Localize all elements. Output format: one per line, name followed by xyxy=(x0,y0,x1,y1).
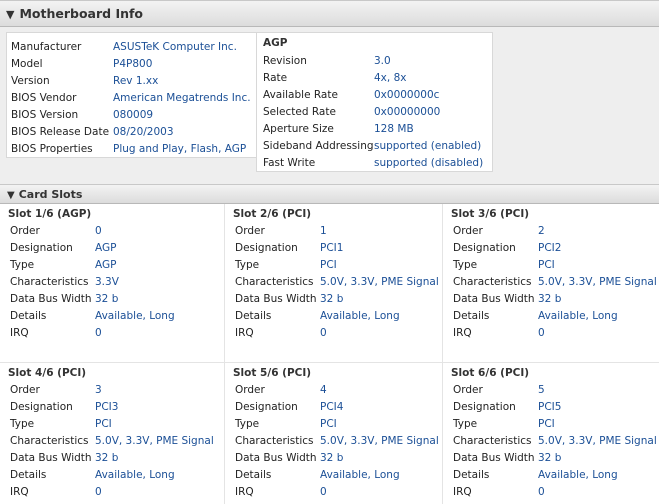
row-value: PCI5 xyxy=(538,401,562,413)
row-value: Rev 1.xx xyxy=(113,75,159,87)
row-key: Order xyxy=(453,225,483,237)
row-value: ASUSTeK Computer Inc. xyxy=(113,41,237,53)
row-key: Designation xyxy=(10,401,73,413)
info-row xyxy=(0,325,224,342)
row-value: PCI2 xyxy=(538,242,562,254)
row-value: PCI xyxy=(95,418,112,430)
row-value: 3.0 xyxy=(374,55,391,67)
row-key: Details xyxy=(10,469,47,481)
info-row xyxy=(225,416,442,433)
row-value: 32 b xyxy=(538,293,562,305)
card-slot-1 xyxy=(0,204,224,362)
info-row xyxy=(0,274,224,291)
row-value: 08/20/2003 xyxy=(113,126,174,138)
info-row xyxy=(443,257,659,274)
card-slots-pane xyxy=(0,204,659,504)
row-value: 0 xyxy=(95,327,102,339)
row-value: 5.0V, 3.3V, PME Signal xyxy=(320,435,439,447)
row-value: 4x, 8x xyxy=(374,72,407,84)
info-row xyxy=(257,155,492,172)
row-value: 5.0V, 3.3V, PME Signal xyxy=(538,276,657,288)
row-value: 2 xyxy=(538,225,545,237)
row-key: Designation xyxy=(235,401,298,413)
row-value: 0 xyxy=(538,327,545,339)
row-value: supported (enabled) xyxy=(374,140,482,152)
row-value: 5 xyxy=(538,384,545,396)
info-row xyxy=(443,382,659,399)
info-row xyxy=(443,291,659,308)
row-key: Details xyxy=(453,310,490,322)
info-row xyxy=(7,39,256,56)
row-key: IRQ xyxy=(453,327,472,339)
info-row xyxy=(257,53,492,70)
row-key: Type xyxy=(10,418,35,430)
info-row xyxy=(0,416,224,433)
row-value: Available, Long xyxy=(320,310,400,322)
row-value: 3.3V xyxy=(95,276,119,288)
row-key: Details xyxy=(235,469,272,481)
info-row xyxy=(225,433,442,450)
row-key: Order xyxy=(235,225,265,237)
row-key: Designation xyxy=(10,242,73,254)
info-row xyxy=(257,104,492,121)
row-value: 32 b xyxy=(95,452,119,464)
row-key: Data Bus Width xyxy=(235,452,317,464)
row-key: BIOS Vendor xyxy=(11,92,77,104)
slot-title: Slot 4/6 (PCI) xyxy=(8,367,87,379)
row-key: IRQ xyxy=(235,486,254,498)
row-value: 5.0V, 3.3V, PME Signal xyxy=(95,435,214,447)
info-row xyxy=(443,467,659,484)
slot-title: Slot 6/6 (PCI) xyxy=(451,367,530,379)
info-row xyxy=(443,240,659,257)
card-slot-2 xyxy=(225,204,442,362)
info-row xyxy=(225,291,442,308)
row-key: Designation xyxy=(453,242,516,254)
row-key: Version xyxy=(11,75,50,87)
row-key: Data Bus Width xyxy=(453,293,535,305)
row-value: Available, Long xyxy=(538,310,618,322)
row-value: PCI4 xyxy=(320,401,344,413)
info-row xyxy=(443,308,659,325)
row-key: Characteristics xyxy=(10,276,89,288)
row-key: Data Bus Width xyxy=(10,452,92,464)
agp-card xyxy=(256,32,493,172)
slot-title: Slot 3/6 (PCI) xyxy=(451,208,530,220)
info-row xyxy=(0,291,224,308)
row-key: Order xyxy=(10,225,40,237)
row-value: 5.0V, 3.3V, PME Signal xyxy=(320,276,439,288)
info-row xyxy=(7,124,256,141)
card-slot-4 xyxy=(0,363,224,504)
row-value: PCI xyxy=(538,418,555,430)
row-key: IRQ xyxy=(453,486,472,498)
info-row xyxy=(225,274,442,291)
row-value: 32 b xyxy=(320,452,344,464)
row-value: Available, Long xyxy=(95,469,175,481)
row-value: PCI3 xyxy=(95,401,119,413)
row-key: Revision xyxy=(263,55,307,67)
row-key: Manufacturer xyxy=(11,41,82,53)
info-row xyxy=(257,138,492,155)
card-slot-6 xyxy=(443,363,659,504)
info-row xyxy=(7,141,256,158)
row-value: 0 xyxy=(538,486,545,498)
card-slots-header[interactable] xyxy=(0,184,659,204)
info-row xyxy=(225,325,442,342)
row-value: AGP xyxy=(95,259,117,271)
info-row xyxy=(225,399,442,416)
info-row xyxy=(0,450,224,467)
collapse-triangle-icon[interactable]: ▼ xyxy=(7,190,15,201)
row-value: 0 xyxy=(95,486,102,498)
row-value: 080009 xyxy=(113,109,154,121)
row-key: Characteristics xyxy=(453,435,532,447)
row-key: Order xyxy=(235,384,265,396)
row-value: 128 MB xyxy=(374,123,414,135)
row-value: PCI xyxy=(320,259,337,271)
row-key: Order xyxy=(10,384,40,396)
info-row xyxy=(0,467,224,484)
info-row xyxy=(0,484,224,501)
row-value: 0 xyxy=(320,486,327,498)
info-row xyxy=(7,90,256,107)
row-value: 4 xyxy=(320,384,327,396)
row-value: P4P800 xyxy=(113,58,153,70)
motherboard-general-card xyxy=(6,32,257,158)
row-value: supported (disabled) xyxy=(374,157,484,169)
info-row xyxy=(225,308,442,325)
info-row xyxy=(7,56,256,73)
row-key: Characteristics xyxy=(10,435,89,447)
info-row xyxy=(443,450,659,467)
row-key: Fast Write xyxy=(263,157,316,169)
agp-title: AGP xyxy=(263,37,288,49)
info-row xyxy=(257,87,492,104)
row-key: BIOS Version xyxy=(11,109,79,121)
row-value: 0x00000000 xyxy=(374,106,441,118)
row-key: Details xyxy=(10,310,47,322)
row-value: 0 xyxy=(320,327,327,339)
motherboard-info-header[interactable] xyxy=(0,0,659,27)
info-row xyxy=(443,325,659,342)
row-key: Data Bus Width xyxy=(235,293,317,305)
info-row xyxy=(0,308,224,325)
row-key: Data Bus Width xyxy=(453,452,535,464)
row-key: Sideband Addressing xyxy=(263,140,374,152)
info-row xyxy=(0,399,224,416)
row-value: PCI xyxy=(538,259,555,271)
motherboard-info-title: Motherboard Info xyxy=(19,6,144,21)
row-key: Characteristics xyxy=(453,276,532,288)
info-row xyxy=(225,467,442,484)
row-key: Aperture Size xyxy=(263,123,334,135)
info-row xyxy=(225,484,442,501)
info-row xyxy=(443,433,659,450)
row-key: Available Rate xyxy=(263,89,338,101)
slot-title: Slot 2/6 (PCI) xyxy=(233,208,312,220)
row-key: Order xyxy=(453,384,483,396)
row-value: 32 b xyxy=(320,293,344,305)
row-key: Type xyxy=(453,418,478,430)
info-row xyxy=(0,257,224,274)
info-row xyxy=(225,382,442,399)
info-row xyxy=(0,382,224,399)
info-row xyxy=(257,70,492,87)
info-row xyxy=(225,223,442,240)
info-row xyxy=(7,107,256,124)
row-key: Type xyxy=(10,259,35,271)
card-slots-title: Card Slots xyxy=(18,188,83,201)
row-value: 5.0V, 3.3V, PME Signal xyxy=(538,435,657,447)
row-key: Designation xyxy=(235,242,298,254)
card-slot-5 xyxy=(225,363,442,504)
row-key: BIOS Release Date xyxy=(11,126,110,138)
row-divider xyxy=(0,362,659,363)
row-value: Plug and Play, Flash, AGP xyxy=(113,143,247,155)
row-key: Details xyxy=(453,469,490,481)
row-key: Type xyxy=(453,259,478,271)
info-row xyxy=(443,484,659,501)
info-row xyxy=(225,450,442,467)
row-key: BIOS Properties xyxy=(11,143,93,155)
info-row xyxy=(443,274,659,291)
row-value: PCI1 xyxy=(320,242,344,254)
row-key: IRQ xyxy=(10,486,29,498)
column-divider xyxy=(224,204,225,504)
info-row xyxy=(7,73,256,90)
row-key: Rate xyxy=(263,72,288,84)
row-value: 0 xyxy=(95,225,102,237)
slot-title: Slot 5/6 (PCI) xyxy=(233,367,312,379)
collapse-triangle-icon[interactable]: ▼ xyxy=(6,8,15,21)
info-row xyxy=(257,121,492,138)
row-key: Data Bus Width xyxy=(10,293,92,305)
info-row xyxy=(443,399,659,416)
row-value: 1 xyxy=(320,225,327,237)
row-key: Type xyxy=(235,259,260,271)
info-row xyxy=(0,223,224,240)
row-value: 32 b xyxy=(538,452,562,464)
row-key: Characteristics xyxy=(235,276,314,288)
info-row xyxy=(0,433,224,450)
row-key: Details xyxy=(235,310,272,322)
row-key: Characteristics xyxy=(235,435,314,447)
row-key: Type xyxy=(235,418,260,430)
row-value: Available, Long xyxy=(95,310,175,322)
row-value: 32 b xyxy=(95,293,119,305)
row-value: Available, Long xyxy=(538,469,618,481)
row-value: Available, Long xyxy=(320,469,400,481)
row-key: Designation xyxy=(453,401,516,413)
row-key: IRQ xyxy=(235,327,254,339)
row-value: PCI xyxy=(320,418,337,430)
card-slot-3 xyxy=(443,204,659,362)
info-row xyxy=(0,240,224,257)
slot-title: Slot 1/6 (AGP) xyxy=(8,208,92,220)
motherboard-info-pane xyxy=(0,27,659,184)
info-row xyxy=(443,223,659,240)
row-value: American Megatrends Inc. xyxy=(113,92,251,104)
info-row xyxy=(225,240,442,257)
info-row xyxy=(443,416,659,433)
row-value: 3 xyxy=(95,384,102,396)
row-key: Selected Rate xyxy=(263,106,336,118)
row-value: AGP xyxy=(95,242,117,254)
row-key: Model xyxy=(11,58,43,70)
info-row xyxy=(225,257,442,274)
row-key: IRQ xyxy=(10,327,29,339)
column-divider xyxy=(442,204,443,504)
row-value: 0x0000000c xyxy=(374,89,440,101)
